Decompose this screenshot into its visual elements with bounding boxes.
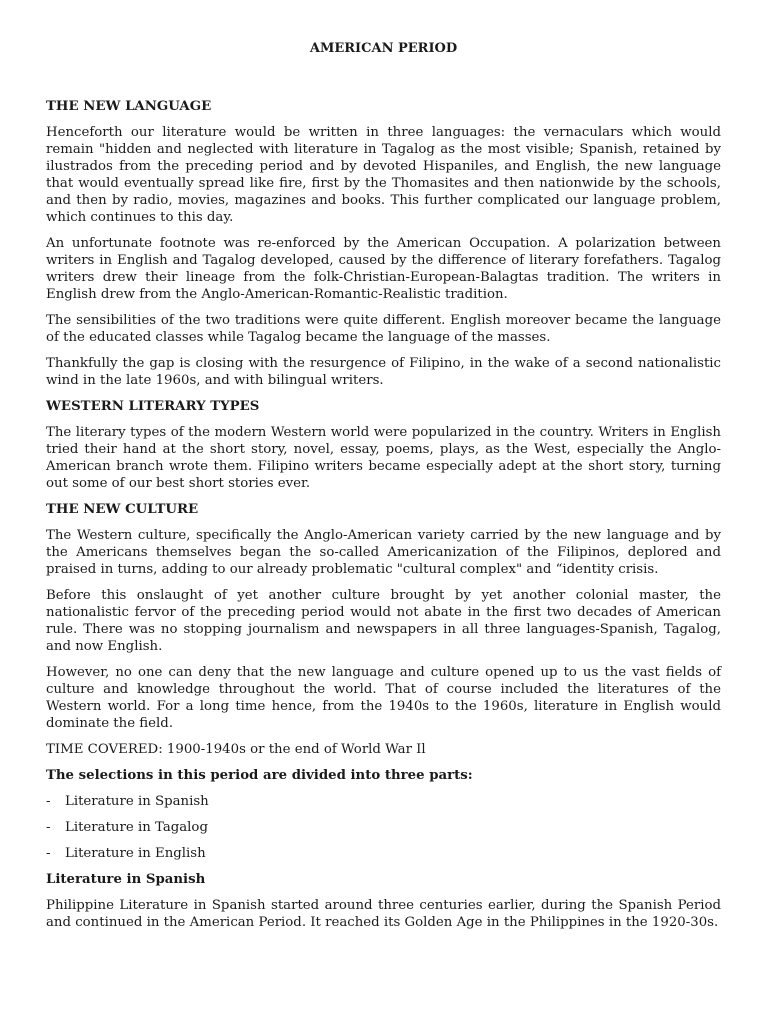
heading-new-culture: THE NEW CULTURE [46,502,199,517]
paragraph: The Western culture, specifically the Anglo-American variety carried by the new language and by the Americans themselves began the so-called Americanization of the Filipinos, deplored and praised in turns, adding to our already problematic "cultural complex" and “identity crisis. [46,528,721,577]
page-title: AMERICAN PERIOD [309,41,458,56]
list-item [46,819,721,836]
list-item-label: Literature in English [65,846,206,861]
paragraph: The sensibilities of the two traditions were quite different. English moreover became the language of the educated classes while Tagalog became the language of the masses. [46,313,721,345]
paragraph: An unfortunate footnote was re-enforced by the American Occupation. A polarization between writers in English and Tagalog developed, caused by the difference of literary forefathers. Tagalog writers drew their lineage from the folk-Christian-European-Balagtas tradition. The writers in English drew from the Anglo-American-Romantic-Realistic tradition. [46,236,721,302]
paragraph: Before this onslaught of yet another culture brought by yet another colonial master, the nationalistic fervor of the preceding period would not abate in the first two decades of American rule. There was no stopping journalism and newspapers in all three languages-Spanish, Tagalog, and now English. [46,588,721,654]
heading-western-literary-types: WESTERN LITERARY TYPES [46,399,260,414]
paragraph: Henceforth our literature would be written in three languages: the vernaculars which would remain "hidden and neglected with literature in Tagalog as the most visible; Spanish, retained by ilustrados from the preceding period and by devoted Hispaniles, and English, the new language that would eventually spread like fire, first by the Thomasites and then nationwide by the schools, and then by radio, movies, magazines and books. This further complicated our language problem, which continues to this day. [46,125,721,225]
list-item [46,793,721,810]
paragraph: The literary types of the modern Western world were popularized in the country. Writers in English tried their hand at the short story, novel, essay, poems, plays, as the West, especially the Anglo-American branch wrote them. Filipino writers became especially adept at the short story, turning out some of our best short stories ever. [46,425,721,491]
paragraph: However, no one can deny that the new language and culture opened up to us the vast fields of culture and knowledge throughout the world. That of course included the literatures of the Western world. For a long time hence, from the 1940s to the 1960s, literature in English would dominate the field. [46,665,721,731]
time-covered: TIME COVERED: 1900-1940s or the end of World War Il [46,742,426,757]
paragraph: Philippine Literature in Spanish started around three centuries earlier, during the Spanish Period and continued in the American Period. It reached its Golden Age in the Philippines in the 1920-30s. [46,898,721,930]
list-item [46,845,721,862]
list-item-label: Literature in Tagalog [65,820,208,835]
selections-intro: The selections in this period are divided into three parts: [46,768,473,783]
list-dash: - [46,846,51,861]
paragraph: Thankfully the gap is closing with the resurgence of Filipino, in the wake of a second nationalistic wind in the late 1960s, and with bilingual writers. [46,356,721,388]
list-item-label: Literature in Spanish [65,794,209,809]
parts-list [46,793,721,862]
heading-new-language: THE NEW LANGUAGE [46,99,212,114]
list-dash: - [46,794,51,809]
document-page [46,40,721,940]
list-dash: - [46,820,51,835]
heading-literature-in-spanish: Literature in Spanish [46,872,206,887]
